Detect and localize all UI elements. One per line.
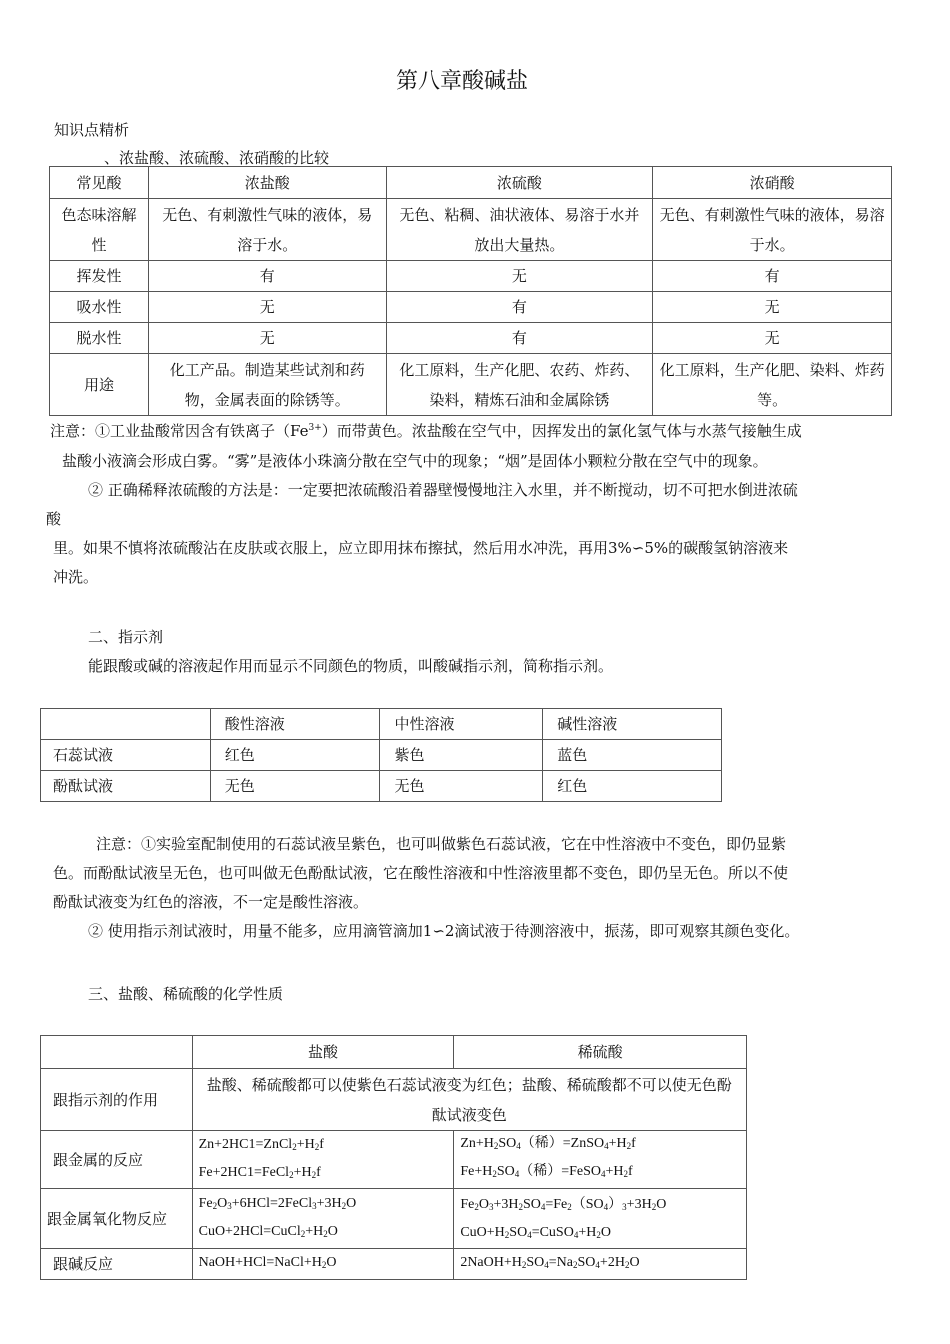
table-cell: 有	[386, 292, 653, 323]
subtitle: 知识点精析	[54, 121, 130, 139]
note1-line5: 里。如果不慎将浓硫酸沾在皮肤或衣服上，应立即用抹布擦拭，然后用水冲洗，再用3%∽5%的碳酸氢钠溶液来	[53, 539, 789, 557]
indicator-table	[40, 708, 722, 802]
header-cell: 浓硝酸	[653, 167, 892, 199]
page-title: 第八章酸碱盐	[396, 69, 529, 94]
section2-text: 能跟酸或碱的溶液起作用而显示不同颜色的物质，叫酸碱指示剂，简称指示剂。	[88, 657, 614, 675]
table-cell: 无	[148, 323, 386, 354]
table-cell: 红色	[543, 771, 722, 802]
row-label: 吸水性	[50, 292, 149, 323]
table-cell: 有	[653, 261, 892, 292]
table-cell: 无色	[380, 771, 543, 802]
table-cell: 无色、有刺激性气味的液体，易溶于水。	[653, 199, 892, 261]
row-label: 色态味溶解性	[50, 199, 149, 261]
note2-line1: 注意：①实验室配制使用的石蕊试液呈紫色，也可叫做紫色石蕊试液，它在中性溶液中不变色，即仍显紫	[96, 835, 787, 853]
table-cell: 无色、有刺激性气味的液体，易溶于水。	[148, 199, 386, 261]
note2-line2: 色。而酚酞试液呈无色，也可叫做无色酚酞试液，它在酸性溶液和中性溶液里都不变色，即仍呈无色。所以不使	[53, 864, 789, 882]
row-label: 跟金属的反应	[41, 1131, 193, 1189]
note1-line1: 注意：①工业盐酸常因含有铁离子$(Fe^{3+})$而带黄色。浓盐酸在空气中，因挥发出的氯化氢气体与水蒸气接触生成	[50, 422, 802, 440]
header-cell	[41, 1036, 193, 1069]
table-cell: 无色	[210, 771, 380, 802]
table-cell: 无	[653, 292, 892, 323]
note2-line4: ② 使用指示剂试液时，用量不能多，应用滴管滴加1∽2滴试液于待测溶液中，振荡，即可观察其颜色变化。	[88, 922, 800, 940]
table-cell: 有	[386, 323, 653, 354]
table-cell: 化工产品。制造某些试剂和药物，金属表面的除锈等。	[148, 354, 386, 416]
row-label: 挥发性	[50, 261, 149, 292]
acid-comparison-table	[49, 166, 892, 416]
header-cell: 碱性溶液	[543, 709, 722, 740]
row-label: 跟指示剂的作用	[41, 1069, 193, 1131]
header-cell: 酸性溶液	[210, 709, 380, 740]
formula-cell: $Fe_2O_3+3H_2SO_4=Fe_2(SO_4)_3+3H_2O$ $CuO+H_2SO_4=CuSO_4+H_2O$	[454, 1189, 747, 1249]
formula-cell: $Fe_2O_3+6HCl=2FeCl_3+3H_2O$ $CuO+2HCl=CuCl_2+H_2O$	[192, 1189, 454, 1249]
table-cell: 化工原料，生产化肥、农药、炸药、染料，精炼石油和金属除锈	[386, 354, 653, 416]
header-cell	[41, 709, 211, 740]
table-cell: 盐酸、稀硫酸都可以使紫色石蕊试液变为红色；盐酸、稀硫酸都不可以使无色酚酞试液变色	[192, 1069, 746, 1131]
table-cell: 无色、粘稠、油状液体、易溶于水并放出大量热。	[386, 199, 653, 261]
header-cell: 稀硫酸	[454, 1036, 747, 1069]
formula-cell: $Zn+2HC1=ZnCl_2+H_2f$ $Fe+2HC1=FeCl_2+H_2f$	[192, 1131, 454, 1189]
header-cell: 浓硫酸	[386, 167, 653, 199]
table-cell: 有	[148, 261, 386, 292]
acid-properties-table	[40, 1035, 747, 1280]
table-cell: 无	[148, 292, 386, 323]
table-cell: 蓝色	[543, 740, 722, 771]
note1-line4: 酸	[46, 510, 62, 528]
row-label: 酚酞试液	[41, 771, 211, 802]
formula-cell: $NaOH+HCl=NaCl+H_2O$	[192, 1249, 454, 1280]
row-label: 脱水性	[50, 323, 149, 354]
note1-line3: ② 正确稀释浓硫酸的方法是：一定要把浓硫酸沿着器壁慢慢地注入水里，并不断搅动，切不可把水倒进浓硫	[88, 481, 798, 499]
note2-line3: 酚酞试液变为红色的溶液，不一定是酸性溶液。	[53, 893, 369, 911]
table-cell: 化工原料，生产化肥、染料、炸药等。	[653, 354, 892, 416]
table-cell: 无	[386, 261, 653, 292]
header-cell: 浓盐酸	[148, 167, 386, 199]
table-cell: 无	[653, 323, 892, 354]
formula-cell: $2NaOH+H_2SO_4=Na_2SO_4+2H_2O$	[454, 1249, 747, 1280]
formula-cell: $Zn+H_2SO_4$（稀）$=ZnSO_4+H_2f$ $Fe+H_2SO_4$（稀）$=FeSO_4+H_2f$	[454, 1131, 747, 1189]
header-cell: 常见酸	[50, 167, 149, 199]
note1-line6: 冲洗。	[53, 568, 99, 586]
header-cell: 中性溶液	[380, 709, 543, 740]
row-label: 跟碱反应	[41, 1249, 193, 1280]
header-cell: 盐酸	[192, 1036, 454, 1069]
table-cell: 紫色	[380, 740, 543, 771]
table-cell: 红色	[210, 740, 380, 771]
note1-line2: 盐酸小液滴会形成白雾。“雾”是液体小珠滴分散在空气中的现象；“烟”是固体小颗粒分散在空气中的现象。	[62, 452, 768, 470]
section3-heading: 三、盐酸、稀硫酸的化学性质	[88, 985, 284, 1003]
row-label: 用途	[50, 354, 149, 416]
row-label: 石蕊试液	[41, 740, 211, 771]
row-label: 跟金属氧化物反应	[41, 1189, 193, 1249]
section2-heading: 二、指示剂	[88, 628, 164, 646]
section1-heading: 、浓盐酸、浓硫酸、浓硝酸的比较	[104, 149, 330, 167]
